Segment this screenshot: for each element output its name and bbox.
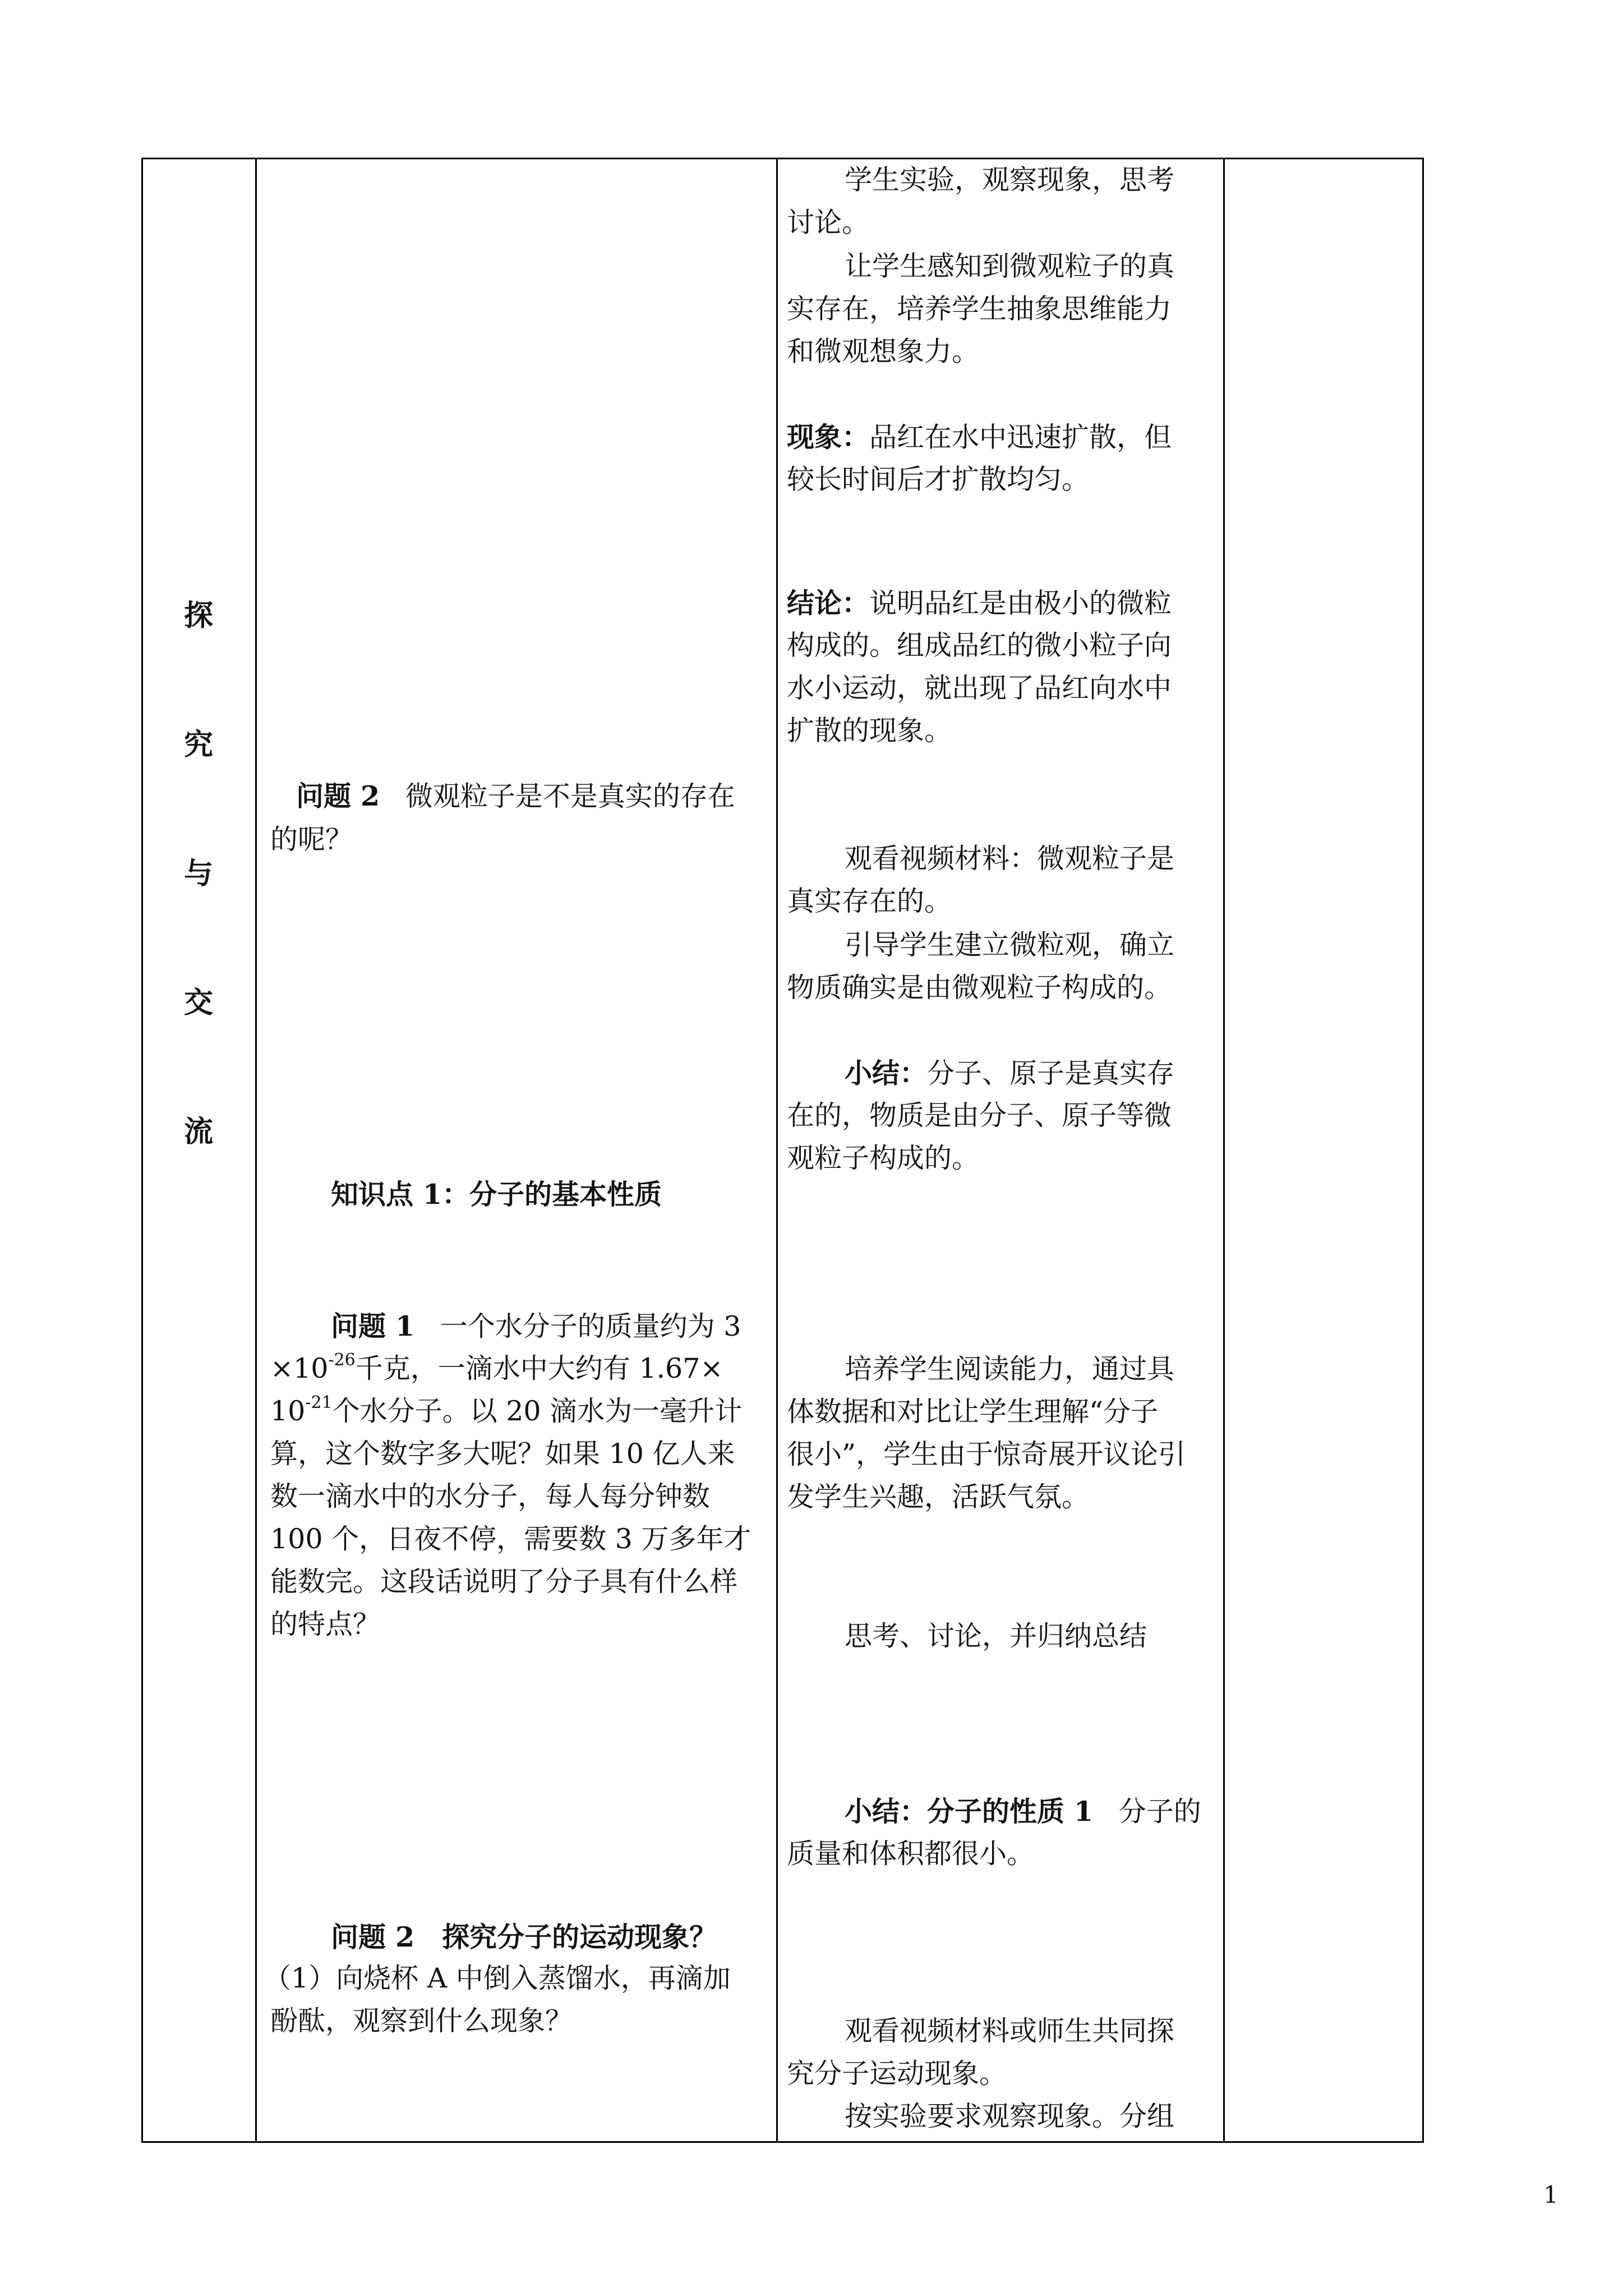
question-1-line-1 xyxy=(331,1304,741,1349)
table-bottom-border xyxy=(141,2141,1424,2143)
row-label-char: 探 xyxy=(184,599,214,633)
conclusion-line-1 xyxy=(787,581,1172,625)
design-text: 究分子运动现象。 xyxy=(787,2058,1007,2090)
design-text: 扩散的现象。 xyxy=(787,715,952,747)
question-1-text: 一个水分子的质量约为 3 xyxy=(440,1310,741,1342)
row-label-char: 究 xyxy=(184,728,214,762)
design-text: 体数据和对比让学生理解“分子 xyxy=(787,1396,1159,1428)
question-1-line-4: 算，这个数字多大呢？如果 10 亿人来 xyxy=(270,1438,735,1470)
exponent: -21 xyxy=(305,1393,333,1412)
design-text: 培养学生阅读能力，通过具 xyxy=(845,1353,1175,1385)
summary-line-1 xyxy=(845,1051,1174,1096)
design-text: 学生实验，观察现象，思考 xyxy=(845,164,1175,196)
summary-2-line-1 xyxy=(845,1789,1201,1834)
table-left-border xyxy=(141,158,143,2143)
column-divider-1 xyxy=(255,158,257,2143)
design-text: 真实存在的。 xyxy=(787,885,952,917)
design-text: 构成的。组成品红的微小粒子向 xyxy=(787,629,1172,661)
design-text: 引导学生建立微粒观，确立 xyxy=(845,929,1175,961)
question-1-text: ×10 xyxy=(270,1352,329,1384)
question-1-text: 10 xyxy=(270,1395,306,1427)
question-1-line-5: 数一滴水中的水分子，每人每分钟数 xyxy=(270,1480,711,1512)
knowledge-point-1: 知识点 1：分子的基本性质 xyxy=(331,1178,662,1211)
column-divider-3 xyxy=(1223,158,1225,2143)
row-label-char: 与 xyxy=(184,857,214,891)
design-text: 较长时间后才扩散均匀。 xyxy=(787,463,1090,495)
question-2-line-2: 的呢？ xyxy=(270,823,353,855)
row-label-char: 流 xyxy=(184,1115,214,1149)
question-1-line-6: 100 个，日夜不停，需要数 3 万多年才 xyxy=(270,1523,751,1555)
question-2-heading: 问题 2 xyxy=(296,780,380,812)
design-text: 物质确实是由微观粒子构成的。 xyxy=(787,972,1172,1004)
design-text: 让学生感知到微观粒子的真 xyxy=(845,250,1175,282)
question-1-line-7: 能数完。这段话说明了分子具有什么样 xyxy=(270,1566,738,1598)
design-text: 在的，物质是由分子、原子等微 xyxy=(787,1099,1172,1131)
question-1-line-2 xyxy=(270,1347,723,1391)
question-2-line-1 xyxy=(296,774,735,818)
design-text: 思考、讨论，并归纳总结 xyxy=(845,1620,1147,1652)
summary-label: 小结： xyxy=(845,1057,928,1089)
row-label-char: 交 xyxy=(184,986,214,1020)
design-text: 品红在水中迅速扩散，但 xyxy=(869,421,1172,453)
question-1-text: 个水分子。以 20 滴水为一毫升计 xyxy=(332,1395,743,1427)
design-text: 水小运动，就出现了品红向水中 xyxy=(787,672,1172,704)
page-number: 1 xyxy=(1543,2181,1559,2208)
table-top-border xyxy=(141,158,1424,159)
question-1-text: 千克，一滴水中大约有 1.67× xyxy=(355,1352,723,1384)
question-1-heading: 问题 1 xyxy=(331,1310,415,1342)
design-text: 实存在，培养学生抽象思维能力 xyxy=(787,293,1172,325)
question-1-line-3 xyxy=(270,1389,742,1433)
question-1-line-8: 的特点？ xyxy=(270,1608,381,1640)
question-2-text: 微观粒子是不是真实的存在 xyxy=(405,780,735,812)
summary-2-label: 小结：分子的性质 1 xyxy=(845,1795,1094,1828)
conclusion-label: 结论： xyxy=(787,587,870,619)
design-text: 观看视频材料或师生共同探 xyxy=(845,2015,1175,2047)
exponent: -26 xyxy=(328,1350,356,1370)
design-text: 发学生兴趣，活跃气氛。 xyxy=(787,1481,1090,1513)
table-right-border xyxy=(1422,158,1424,2143)
design-text: 说明品红是由极小的微粒 xyxy=(869,587,1172,619)
design-text: 和微观想象力。 xyxy=(787,335,980,367)
design-text: 质量和体积都很小。 xyxy=(787,1838,1035,1870)
design-text: 观看视频材料：微观粒子是 xyxy=(845,843,1175,875)
question-2b-line-2: 酚酞，观察到什么现象？ xyxy=(270,2005,573,2037)
design-text: 讨论。 xyxy=(787,206,870,238)
phenomenon-label: 现象： xyxy=(787,421,870,453)
phenomenon-line-1 xyxy=(787,415,1172,459)
question-2b-heading: 问题 2 探究分子的运动现象？ xyxy=(331,1921,717,1953)
question-2b-line-1: （1）向烧杯 A 中倒入蒸馏水，再滴加 xyxy=(264,1962,731,1994)
design-text: 很小”，学生由于惊奇展开议论引 xyxy=(787,1438,1186,1470)
design-text: 观粒子构成的。 xyxy=(787,1142,980,1174)
design-text: 按实验要求观察现象。分组 xyxy=(845,2100,1175,2132)
design-text: 分子、原子是真实存 xyxy=(927,1057,1175,1089)
design-text: 分子的 xyxy=(1118,1796,1201,1828)
column-divider-2 xyxy=(776,158,778,2143)
